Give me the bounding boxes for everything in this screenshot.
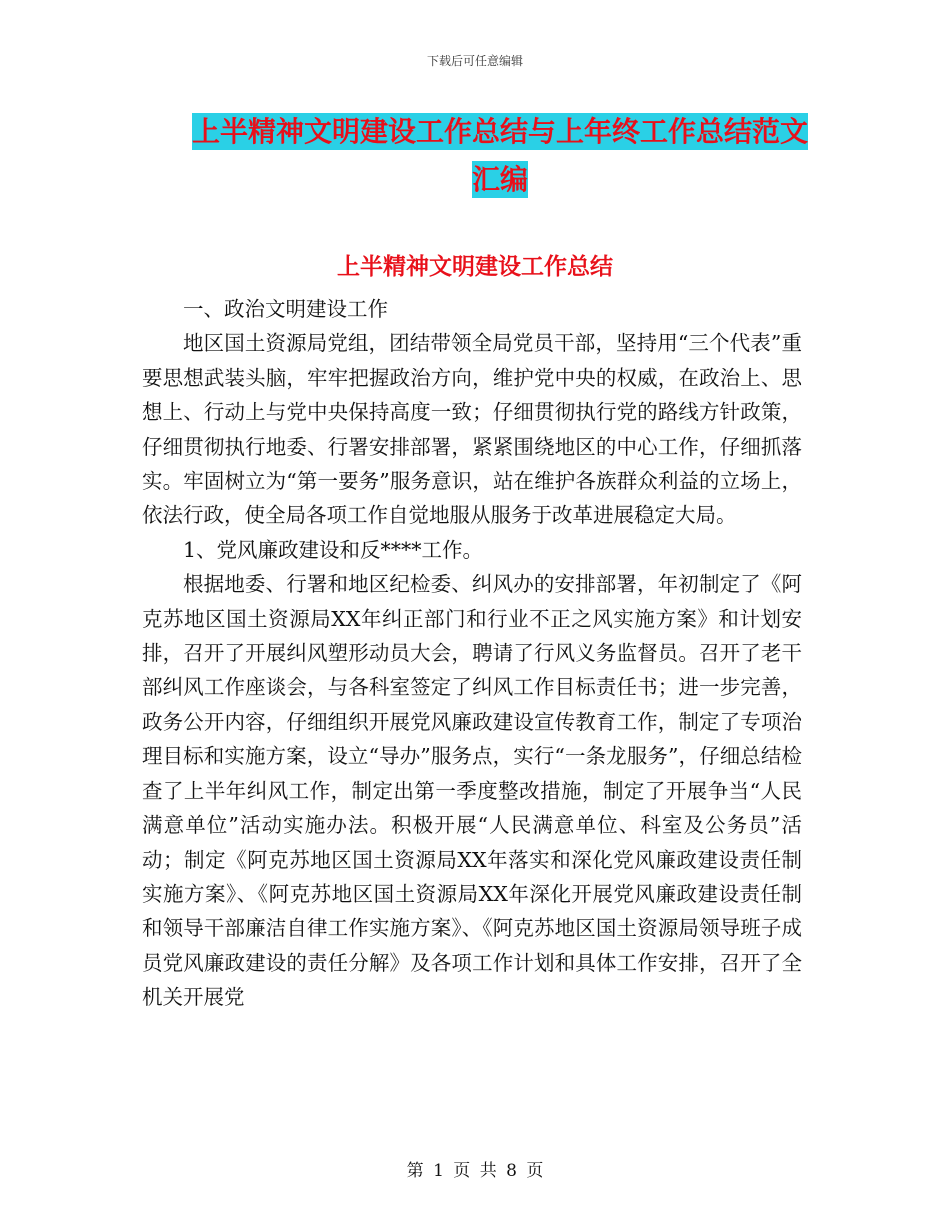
section-title: 上半精神文明建设工作总结 [337, 254, 613, 280]
paragraph: 根据地委、行署和地区纪检委、纠风办的安排部署，年初制定了《阿克苏地区国土资源局XX年纠正部门和行业不正之风实施方案》和计划安排，召开了开展纠风塑形动员大会，聘请了行风义务监督员。召开了老干部纠风工作座谈会，与各科室签定了纠风工作目标责任书；进一步完善，政务公开内容，仔细组织开展党风廉政建设宣传教育工作，制定了专项治理目标和实施方案，设立“导办”服务点，实行“一条龙服务”，仔细总结检查了上半年纠风工作，制定出第一季度整改措施，制定了开展争当“人民满意单位”活动实施办法。积极开展“人民满意单位、科室及公务员”活动；制定《阿克苏地区国土资源局XX年落实和深化党风廉政建设责任制实施方案》、《阿克苏地区国土资源局XX年深化开展党风廉政建设责任制和领导干部廉洁自律工作实施方案》、《阿克苏地区国土资源局领导班子成员党风廉政建设的责任分解》及各项工作计划和具体工作安排，召开了全机关开展党 [142, 572, 802, 1010]
paragraph-subheading: 1、党风廉政建设和反****工作。 [183, 537, 484, 562]
document-title-text: 上半精神文明建设工作总结与上年终工作总结范文汇编 [191, 115, 808, 196]
document-title [190, 108, 810, 204]
page-number: 第 1 页 共 8 页 [406, 1161, 544, 1181]
paragraph: 地区国土资源局党组，团结带领全局党员干部，坚持用“三个代表”重要思想武装头脑，牢牢把握政治方向，维护党中央的权威，在政治上、思想上、行动上与党中央保持高度一致；仔细贯彻执行党的路线方针政策，仔细贯彻执行地委、行署安排部署，紧紧围绕地区的中心工作，仔细抓落实。牢固树立为“第一要务”服务意识，站在维护各族群众利益的立场上，依法行政，使全局各项工作自觉地服从服务于改革进展稳定大局。 [142, 331, 802, 528]
paragraph-heading: 一、政治文明建设工作 [183, 297, 388, 321]
header-note: 下载后可任意编辑 [426, 54, 523, 68]
document-body [142, 292, 802, 1015]
